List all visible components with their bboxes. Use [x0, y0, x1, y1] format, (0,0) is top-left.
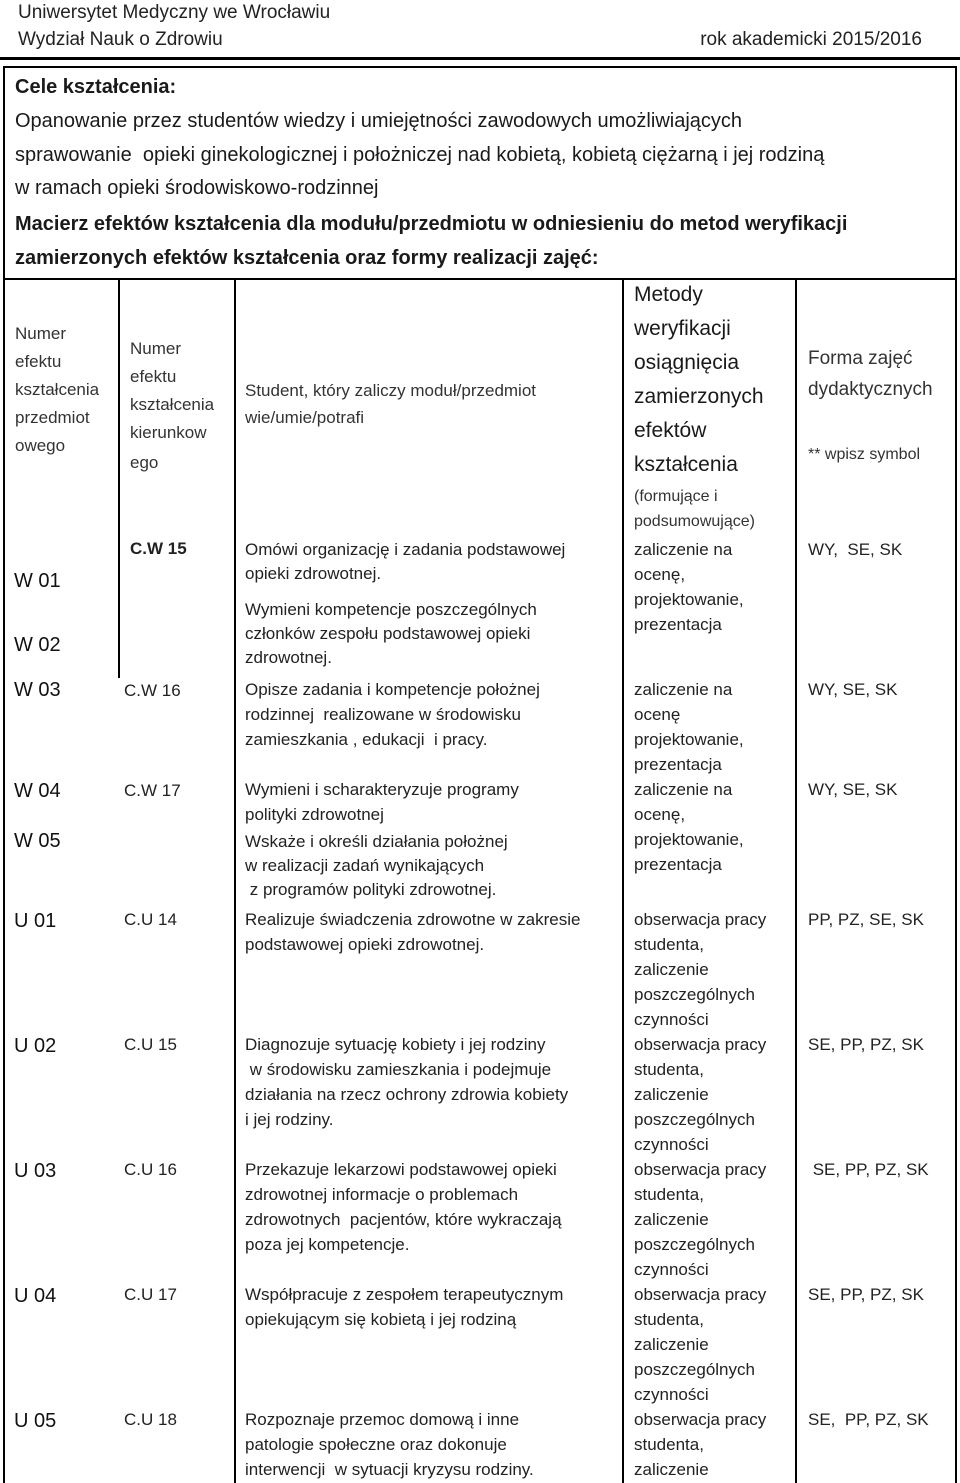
method-text: ocenę,: [634, 565, 686, 584]
effect-text: opiekującym się kobietą i jej rodziną: [245, 1310, 517, 1329]
effect-code: U 01: [14, 910, 57, 932]
effect-text: poza jej kompetencje.: [245, 1235, 410, 1254]
direction-code: C.W 15: [130, 539, 187, 558]
header-text: weryfikacji: [634, 317, 731, 340]
direction-code: C.U 16: [124, 1160, 177, 1179]
method-text: zaliczenie: [634, 960, 709, 979]
effect-text: polityki zdrowotnej: [245, 805, 384, 824]
effect-text: zamieszkania , edukacji i pracy.: [245, 730, 488, 749]
method-text: zaliczenie: [634, 1335, 709, 1354]
effect-text: rodzinnej realizowane w środowisku: [245, 705, 521, 724]
direction-code: C.W 16: [124, 681, 181, 700]
effect-text: patologie społeczne oraz dokonuje: [245, 1435, 507, 1454]
effect-text: Wskaże i określi działania położnej: [245, 832, 508, 851]
method-text: poszczególnych: [634, 1360, 755, 1379]
method-text: projektowanie,: [634, 590, 744, 609]
header-text: Numer: [15, 324, 67, 343]
effect-text: członków zespołu podstawowej opieki: [245, 624, 531, 643]
effect-text: zdrowotnej informacje o problemach: [245, 1185, 519, 1204]
header-text: wie/umie/potrafi: [245, 408, 365, 427]
method-text: obserwacja pracy: [634, 910, 767, 929]
header-text: owego: [15, 436, 66, 455]
header-text: kierunkow: [130, 423, 207, 442]
method-text: obserwacja pracy: [634, 1285, 767, 1304]
header-text: kształcenia: [15, 380, 100, 399]
effect-code: W 03: [14, 679, 61, 701]
effect-text: opieki zdrowotnej.: [245, 564, 382, 583]
method-text: poszczególnych: [634, 1235, 755, 1254]
method-text: studenta,: [634, 935, 704, 954]
method-text: czynności: [634, 1260, 709, 1279]
effect-code: U 05: [14, 1410, 57, 1432]
method-text: czynności: [634, 1135, 709, 1154]
method-text: projektowanie,: [634, 730, 744, 749]
cele-line: Opanowanie przez studentów wiedzy i umiejętności zawodowych umożliwiających: [15, 110, 743, 132]
effect-text: Omówi organizację i zadania podstawowej: [245, 540, 566, 559]
faculty-name: Wydział Nauk o Zdrowiu: [18, 29, 223, 50]
method-text: poszczególnych: [634, 1110, 755, 1129]
method-text: czynności: [634, 1385, 709, 1404]
macierz-line: Macierz efektów kształcenia dla modułu/przedmiotu w odniesieniu do metod weryfikacji: [15, 213, 848, 235]
method-text: zaliczenie na: [634, 540, 733, 559]
effect-code: W 05: [14, 830, 61, 852]
method-text: prezentacja: [634, 755, 722, 774]
header-text: kształcenia: [130, 395, 215, 414]
university-name: Uniwersytet Medyczny we Wrocławiu: [18, 2, 331, 23]
effect-text: zdrowotnej.: [245, 648, 332, 667]
header-text: osiągnięcia: [634, 351, 740, 374]
effect-text: w środowisku zamieszkania i podejmuje: [245, 1060, 552, 1079]
method-text: zaliczenie: [634, 1460, 709, 1479]
method-text: zaliczenie na: [634, 780, 733, 799]
cele-line: sprawowanie opieki ginekologicznej i położniczej nad kobietą, kobietą ciężarną i jej rodziną: [15, 144, 825, 166]
header-text: podsumowujące): [634, 513, 755, 530]
effect-text: interwencji w sytuacji kryzysu rodziny.: [245, 1460, 534, 1479]
effect-text: Wymieni i scharakteryzuje programy: [245, 780, 519, 799]
method-text: zaliczenie na: [634, 680, 733, 699]
method-text: obserwacja pracy: [634, 1035, 767, 1054]
direction-code: C.W 17: [124, 781, 181, 800]
effect-code: W 04: [14, 780, 61, 802]
effect-text: z programów polityki zdrowotnej.: [245, 880, 497, 899]
direction-code: C.U 14: [124, 910, 177, 929]
forma-text: SE, PP, PZ, SK: [808, 1285, 924, 1304]
forma-text: WY, SE, SK: [808, 540, 903, 559]
header-text: Forma zajęć: [808, 348, 913, 369]
academic-year: rok akademicki 2015/2016: [700, 29, 922, 50]
method-text: prezentacja: [634, 855, 722, 874]
macierz-line: zamierzonych efektów kształcenia oraz formy realizacji zajęć:: [15, 247, 599, 269]
effect-code: W 01: [14, 570, 61, 592]
effect-text: Opisze zadania i kompetencje położnej: [245, 680, 540, 699]
effect-code: U 03: [14, 1160, 57, 1182]
method-text: ocenę: [634, 705, 681, 724]
method-text: obserwacja pracy: [634, 1160, 767, 1179]
method-text: studenta,: [634, 1435, 704, 1454]
effect-text: Współpracuje z zespołem terapeutycznym: [245, 1285, 564, 1304]
header-text: Metody: [634, 283, 703, 306]
header-text: ego: [130, 453, 159, 472]
effect-text: Przekazuje lekarzowi podstawowej opieki: [245, 1160, 557, 1179]
header-text: Numer: [130, 339, 182, 358]
effect-text: podstawowej opieki zdrowotnej.: [245, 935, 485, 954]
header-rule: [0, 57, 960, 60]
effect-text: Realizuje świadczenia zdrowotne w zakresie: [245, 910, 581, 929]
forma-text: SE, PP, PZ, SK: [808, 1410, 929, 1429]
header-text: efektu: [130, 367, 177, 386]
method-text: czynności: [634, 1010, 709, 1029]
forma-text: WY, SE, SK: [808, 780, 898, 799]
header-text: (formujące i: [634, 488, 718, 505]
method-text: zaliczenie: [634, 1085, 709, 1104]
effect-text: działania na rzecz ochrony zdrowia kobiety: [245, 1085, 569, 1104]
effect-text: Wymieni kompetencje poszczególnych: [245, 600, 537, 619]
header-text: efektu: [15, 352, 62, 371]
effect-code: U 04: [14, 1285, 57, 1307]
method-text: ocenę,: [634, 805, 686, 824]
effect-text: w realizacji zadań wynikających: [245, 856, 485, 875]
method-text: poszczególnych: [634, 985, 755, 1004]
method-text: studenta,: [634, 1310, 704, 1329]
effect-code: U 02: [14, 1035, 57, 1057]
effect-text: zdrowotnych pacjentów, które wykraczają: [245, 1210, 562, 1229]
forma-text: SE, PP, PZ, SK: [808, 1035, 924, 1054]
forma-text: SE, PP, PZ, SK: [808, 1160, 929, 1179]
header-text: Student, który zaliczy moduł/przedmiot: [245, 381, 537, 400]
header-text: ** wpisz symbol: [808, 446, 921, 463]
forma-text: PP, PZ, SE, SK: [808, 910, 924, 929]
direction-code: C.U 15: [124, 1035, 177, 1054]
method-text: zaliczenie: [634, 1210, 709, 1229]
header-text: efektów: [634, 419, 707, 442]
cele-heading: Cele kształcenia:: [15, 76, 177, 98]
forma-text: WY, SE, SK: [808, 680, 898, 699]
effect-text: i jej rodziny.: [245, 1110, 334, 1129]
effect-code: W 02: [14, 634, 61, 656]
direction-code: C.U 18: [124, 1410, 177, 1429]
method-text: obserwacja pracy: [634, 1410, 767, 1429]
header-text: przedmiot: [15, 408, 90, 427]
method-text: studenta,: [634, 1185, 704, 1204]
header-text: zamierzonych: [634, 385, 764, 408]
header-text: dydaktycznych: [808, 379, 933, 400]
method-text: projektowanie,: [634, 830, 744, 849]
method-text: prezentacja: [634, 615, 722, 634]
cele-line: w ramach opieki środowiskowo-rodzinnej: [15, 177, 379, 199]
effect-text: Diagnozuje sytuację kobiety i jej rodziny: [245, 1035, 546, 1054]
header-text: kształcenia: [634, 453, 738, 476]
method-text: studenta,: [634, 1060, 704, 1079]
effect-text: Rozpoznaje przemoc domową i inne: [245, 1410, 520, 1429]
direction-code: C.U 17: [124, 1285, 177, 1304]
